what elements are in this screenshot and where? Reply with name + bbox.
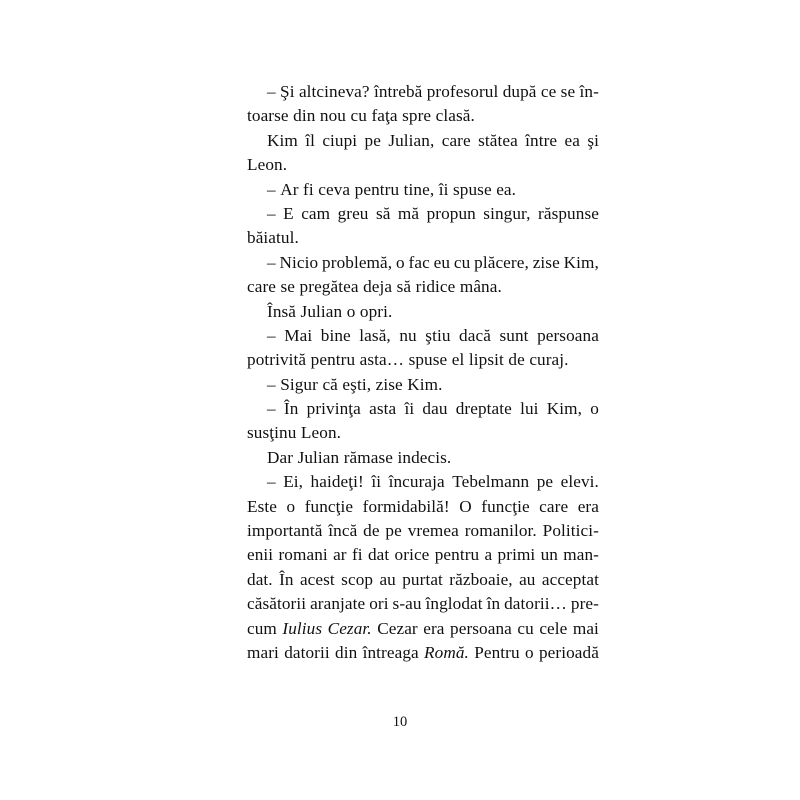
word: datorii… bbox=[504, 594, 567, 614]
word: cele bbox=[539, 618, 568, 638]
text-line bbox=[247, 300, 599, 324]
word: propun bbox=[426, 203, 476, 223]
word: el bbox=[451, 350, 465, 370]
word: elevi. bbox=[560, 472, 599, 492]
word: care bbox=[441, 130, 471, 150]
word: bine bbox=[320, 325, 351, 345]
word: încă bbox=[328, 521, 358, 541]
word: o bbox=[524, 642, 534, 662]
word: haideţi! bbox=[310, 472, 364, 492]
word: pentru bbox=[310, 350, 356, 370]
word: lasă, bbox=[359, 325, 391, 345]
word: pe bbox=[385, 521, 402, 541]
word: faţa bbox=[371, 106, 398, 126]
word: întreaga bbox=[362, 642, 419, 662]
word: Tebelmann bbox=[452, 472, 530, 492]
word: plăcere, bbox=[474, 252, 529, 272]
word: romani bbox=[278, 545, 328, 565]
word: pentru bbox=[354, 179, 400, 199]
word: – bbox=[267, 399, 276, 419]
word: lui bbox=[520, 399, 539, 419]
page-number: 10 bbox=[392, 714, 408, 730]
word: un bbox=[540, 545, 558, 565]
word: au bbox=[519, 569, 536, 589]
word: pre- bbox=[570, 594, 599, 614]
word: formidabilă! bbox=[362, 496, 450, 516]
word: ea bbox=[564, 130, 580, 150]
word: Leon. bbox=[247, 155, 288, 175]
word: Pentru bbox=[474, 642, 520, 662]
word: dat bbox=[367, 545, 390, 565]
word: tine, bbox=[403, 179, 435, 199]
word: lipsit bbox=[468, 350, 504, 370]
word: era bbox=[423, 618, 445, 638]
word: clasă. bbox=[435, 106, 475, 126]
word: zise bbox=[375, 374, 403, 394]
word: importantă bbox=[247, 521, 323, 541]
text-line bbox=[247, 129, 599, 153]
word: pentru bbox=[434, 545, 480, 565]
word: orice bbox=[394, 545, 430, 565]
word: greu bbox=[337, 203, 369, 223]
word: mă bbox=[397, 203, 420, 223]
word: Kim, bbox=[563, 252, 599, 272]
word: pregătea bbox=[299, 277, 359, 297]
word: Julian, bbox=[388, 130, 435, 150]
word: scop bbox=[341, 569, 374, 589]
word: zise bbox=[532, 252, 560, 272]
word: sunt bbox=[499, 325, 529, 345]
word: ciupi bbox=[322, 130, 358, 150]
word: Iulius bbox=[282, 618, 323, 638]
word: din bbox=[293, 106, 316, 126]
word: În bbox=[283, 399, 299, 419]
word: de bbox=[508, 350, 525, 370]
word: în bbox=[486, 594, 501, 614]
word: după bbox=[502, 82, 537, 101]
word: – bbox=[267, 252, 276, 272]
word: o bbox=[346, 301, 356, 321]
word: era bbox=[577, 496, 599, 516]
word: O bbox=[459, 496, 472, 516]
text-line bbox=[247, 373, 599, 397]
word: şi bbox=[587, 130, 599, 150]
word: în- bbox=[579, 82, 599, 101]
word: băiatul. bbox=[247, 228, 299, 248]
word: asta… bbox=[359, 350, 405, 370]
text-line bbox=[247, 104, 599, 128]
word: Romă. bbox=[424, 642, 469, 662]
word: între bbox=[525, 130, 558, 150]
word: potrivită bbox=[247, 350, 307, 370]
word: Şi bbox=[280, 82, 295, 101]
word: din bbox=[335, 642, 358, 662]
word: perioadă bbox=[538, 642, 599, 662]
word: îi bbox=[438, 179, 449, 199]
text-line bbox=[247, 324, 599, 348]
word: deja bbox=[363, 277, 393, 297]
word: răspunse bbox=[538, 203, 599, 223]
text-line bbox=[247, 446, 599, 470]
word: aranjate bbox=[310, 594, 366, 614]
text-line bbox=[247, 519, 599, 543]
word: pe bbox=[536, 472, 554, 492]
word: – bbox=[267, 179, 276, 199]
word: întrebă bbox=[373, 82, 423, 101]
word: îi bbox=[371, 472, 382, 492]
word: persoana bbox=[450, 618, 512, 638]
word: înglodat bbox=[425, 594, 483, 614]
word: indecis. bbox=[397, 447, 452, 467]
text-line bbox=[247, 348, 599, 372]
word: ceva bbox=[318, 179, 351, 199]
word: îi bbox=[404, 399, 415, 419]
word: singur, bbox=[483, 203, 531, 223]
word: altcineva? bbox=[298, 82, 370, 101]
word: rămase bbox=[343, 447, 394, 467]
text-line bbox=[247, 470, 599, 494]
text-line bbox=[247, 202, 599, 226]
word: nu bbox=[399, 325, 417, 345]
word: ea. bbox=[496, 179, 517, 199]
word: o bbox=[590, 399, 599, 419]
word: de bbox=[363, 521, 380, 541]
word: dau bbox=[422, 399, 448, 419]
text-line bbox=[247, 641, 599, 665]
word: au bbox=[379, 569, 396, 589]
word: acceptat bbox=[541, 569, 599, 589]
text-line bbox=[247, 543, 599, 567]
word: E bbox=[283, 203, 294, 223]
word: dacă bbox=[459, 325, 491, 345]
word: primi bbox=[497, 545, 536, 565]
word: vremea bbox=[407, 521, 459, 541]
word: dreptate bbox=[455, 399, 512, 419]
word: privinţa bbox=[306, 399, 361, 419]
word: că bbox=[322, 374, 338, 394]
word: îl bbox=[305, 130, 315, 150]
word: Dar bbox=[267, 447, 294, 467]
word: problemă, bbox=[322, 252, 393, 272]
word: Leon. bbox=[300, 423, 342, 443]
word: Cezar. bbox=[327, 618, 372, 638]
word: curaj. bbox=[529, 350, 569, 370]
word: enii bbox=[247, 545, 274, 565]
word: cu bbox=[453, 252, 471, 272]
word: Kim, bbox=[546, 399, 583, 419]
word: – bbox=[267, 325, 276, 345]
word: Sigur bbox=[280, 374, 318, 394]
text-line bbox=[247, 421, 599, 445]
word: cu bbox=[350, 106, 367, 126]
word: acest bbox=[299, 569, 335, 589]
word: se bbox=[560, 82, 576, 101]
word: Ar bbox=[280, 179, 299, 199]
word: ştiu bbox=[425, 325, 451, 345]
text-line bbox=[247, 592, 599, 616]
word: spuse bbox=[453, 179, 492, 199]
word: Politici- bbox=[542, 521, 599, 541]
word: profesorul bbox=[426, 82, 499, 101]
word: Însă bbox=[267, 301, 297, 321]
word: ridice bbox=[415, 277, 456, 297]
word: eşti, bbox=[342, 374, 372, 394]
word: ce bbox=[540, 82, 557, 101]
word: datorii bbox=[284, 642, 330, 662]
word: mari bbox=[247, 642, 279, 662]
word: Kim. bbox=[407, 374, 443, 394]
word: fac bbox=[408, 252, 430, 272]
word: spuse bbox=[408, 350, 448, 370]
word: se bbox=[280, 277, 296, 297]
word: – bbox=[267, 374, 276, 394]
word: căsătorii bbox=[247, 594, 307, 614]
word: care bbox=[539, 496, 569, 516]
word: cam bbox=[301, 203, 331, 223]
text-line bbox=[247, 275, 599, 299]
word: opri. bbox=[359, 301, 393, 321]
word: pe bbox=[364, 130, 381, 150]
word: susţinu bbox=[247, 423, 297, 443]
word: războaie, bbox=[449, 569, 513, 589]
word: ori bbox=[369, 594, 389, 614]
text-line bbox=[247, 617, 599, 641]
word: să bbox=[375, 203, 391, 223]
text-line bbox=[247, 397, 599, 421]
text-line bbox=[247, 80, 599, 104]
word: cum bbox=[247, 618, 277, 638]
word: a bbox=[484, 545, 493, 565]
word: cu bbox=[517, 618, 534, 638]
word: care bbox=[247, 277, 277, 297]
word: purtat bbox=[402, 569, 443, 589]
word: romanilor. bbox=[464, 521, 537, 541]
word: mai bbox=[572, 618, 599, 638]
body-text bbox=[247, 80, 599, 665]
text-line bbox=[247, 153, 599, 177]
word: În bbox=[279, 569, 294, 589]
word: să bbox=[396, 277, 412, 297]
word: Ei, bbox=[283, 472, 304, 492]
word: o bbox=[286, 496, 296, 516]
word: mâna. bbox=[459, 277, 502, 297]
word: o bbox=[395, 252, 405, 272]
word: Nicio bbox=[279, 252, 319, 272]
word: funcţie bbox=[481, 496, 530, 516]
word: persoana bbox=[537, 325, 599, 345]
text-line bbox=[247, 495, 599, 519]
text-line bbox=[247, 178, 599, 202]
word: dat. bbox=[247, 569, 273, 589]
word: Julian bbox=[300, 301, 343, 321]
word: – bbox=[267, 203, 276, 223]
word: spre bbox=[402, 106, 432, 126]
word: funcţie bbox=[304, 496, 354, 516]
word: s-au bbox=[392, 594, 422, 614]
text-line bbox=[247, 226, 599, 250]
word: fi bbox=[303, 179, 314, 199]
word: Este bbox=[247, 496, 277, 516]
word: Julian bbox=[297, 447, 340, 467]
word: – bbox=[267, 82, 276, 101]
word: Cezar bbox=[377, 618, 418, 638]
word: eu bbox=[433, 252, 451, 272]
word: Mai bbox=[284, 325, 313, 345]
word: Kim bbox=[267, 130, 298, 150]
word: ar bbox=[333, 545, 347, 565]
word: man- bbox=[563, 545, 599, 565]
text-line bbox=[247, 251, 599, 275]
word: nou bbox=[319, 106, 346, 126]
word: stătea bbox=[478, 130, 518, 150]
word: toarse bbox=[247, 106, 289, 126]
word: încuraja bbox=[388, 472, 445, 492]
word: fi bbox=[351, 545, 363, 565]
word: – bbox=[267, 472, 276, 492]
word: asta bbox=[369, 399, 397, 419]
text-line bbox=[247, 568, 599, 592]
